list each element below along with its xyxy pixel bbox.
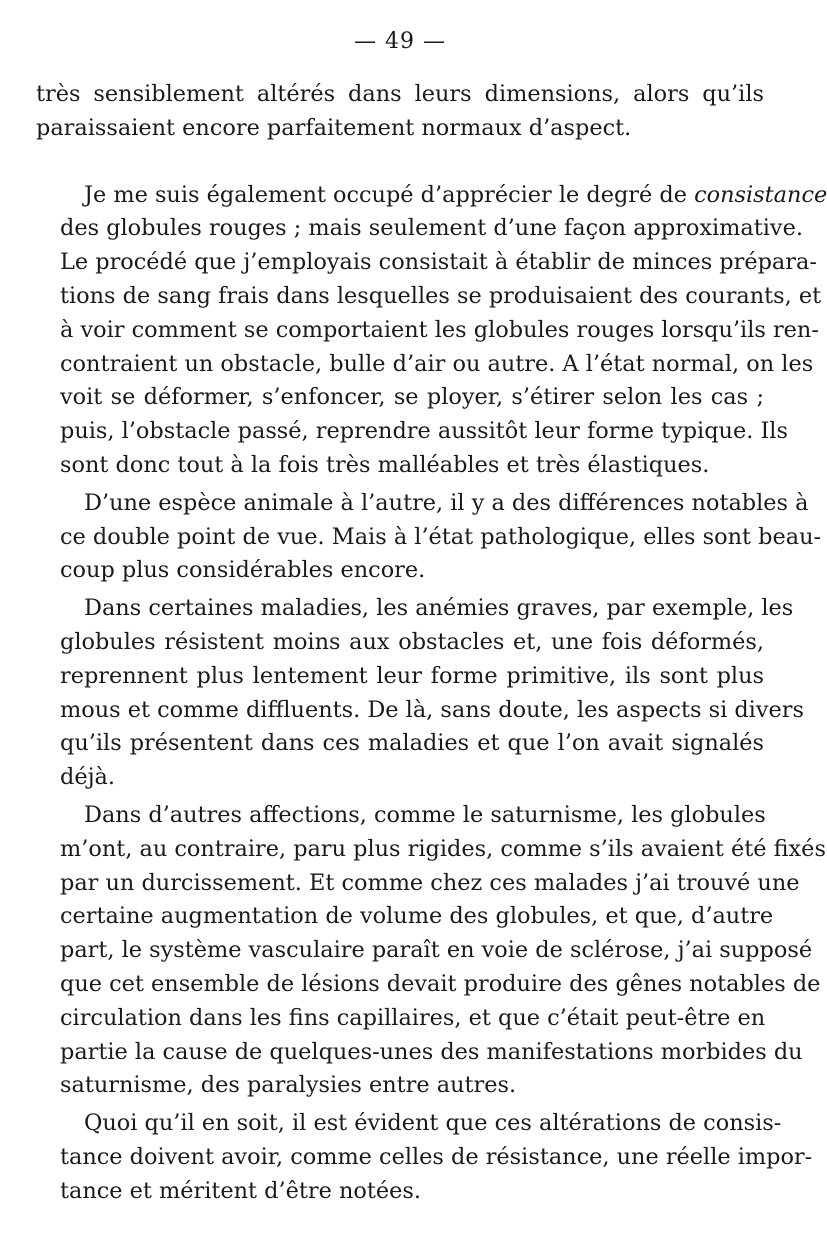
text-line: tions de sang frais dans lesquelles se produisaient des courants, et [60, 282, 822, 309]
text-line: qu’ils présentent dans ces maladies et que l’on avait signalés [60, 730, 764, 757]
text-line: m’ont, au contraire, paru plus rigides, comme s’ils avaient été fixés [60, 835, 826, 862]
paragraph-consistency [36, 179, 827, 483]
text-line: ce double point de vue. Mais à l’état pathologique, elles sont beau- [60, 523, 822, 550]
text-line: reprennent plus lentement leur forme primitive, ils sont plus [60, 662, 764, 689]
text-line: coup plus considérables encore. [60, 557, 426, 584]
paragraph-conclusion [36, 1107, 813, 1208]
emphasized-term: consistance [694, 181, 827, 208]
text-line: que cet ensemble de lésions devait produire des gênes notables de [60, 970, 821, 997]
page-number: — 49 — [354, 29, 446, 54]
paragraph-saturnism [36, 799, 826, 1103]
text-line: D’une espèce animale à l’autre, il y a des différences notables à [84, 489, 809, 516]
text-line: très sensiblement altérés dans leurs dimensions, alors qu’ils [36, 81, 764, 107]
paragraph-anemia [36, 592, 804, 795]
text-line: par un durcissement. Et comme chez ces malades j’ai trouvé une [60, 869, 800, 896]
text-line: Quoi qu’il en soit, il est évident que ces altérations de consis- [84, 1110, 782, 1137]
text-line: tance et méritent d’être notées. [60, 1177, 421, 1204]
text-line: puis, l’obstacle passé, reprendre aussitôt leur forme typique. Ils [60, 418, 788, 445]
text-segment: Je me suis également occupé d’apprécier le degré de [84, 181, 695, 208]
text-line: Dans certaines maladies, les anémies graves, par exemple, les [84, 595, 794, 622]
text-line: globules résistent moins aux obstacles et, une fois déformés, [60, 628, 764, 655]
text-line: partie la cause de quelques-unes des manifestations morbides du [60, 1038, 803, 1065]
text-line: mous et comme diffluents. De là, sans doute, les aspects si divers [60, 696, 804, 723]
text-line: déjà. [60, 764, 115, 791]
text-line: sont donc tout à la fois très malléables et très élastiques. [60, 451, 710, 478]
paragraph-species [36, 487, 822, 588]
text-line: des globules rouges ; mais seulement d’une façon approximative. [60, 215, 803, 242]
text-line [36, 179, 827, 213]
text-line: contraient un obstacle, bulle d’air ou autre. A l’état normal, on les [60, 350, 814, 377]
text-line: voit se déformer, s’enfoncer, se ployer, s’étirer selon les cas ; [60, 384, 764, 411]
text-line: paraissaient encore parfaitement normaux d’aspect. [36, 114, 632, 141]
text-line: part, le système vasculaire paraît en voie de sclérose, j’ai supposé [60, 937, 813, 964]
text-line: circulation dans les fins capillaires, et que c’était peut-être en [60, 1004, 766, 1031]
text-line: certaine augmentation de volume des globules, et que, d’autre [60, 903, 774, 930]
paragraph-continuation [36, 78, 764, 146]
text-line: tance doivent avoir, comme celles de résistance, une réelle impor- [60, 1143, 813, 1170]
text-line: saturnisme, des paralysies entre autres. [60, 1072, 517, 1099]
text-line: Dans d’autres affections, comme le saturnisme, les globules [84, 801, 766, 828]
text-line: à voir comment se comportaient les globules rouges lorsqu’ils ren- [60, 316, 819, 343]
body-text [36, 78, 827, 1209]
text-line: Le procédé que j’employais consistait à établir de minces prépara- [60, 249, 817, 276]
